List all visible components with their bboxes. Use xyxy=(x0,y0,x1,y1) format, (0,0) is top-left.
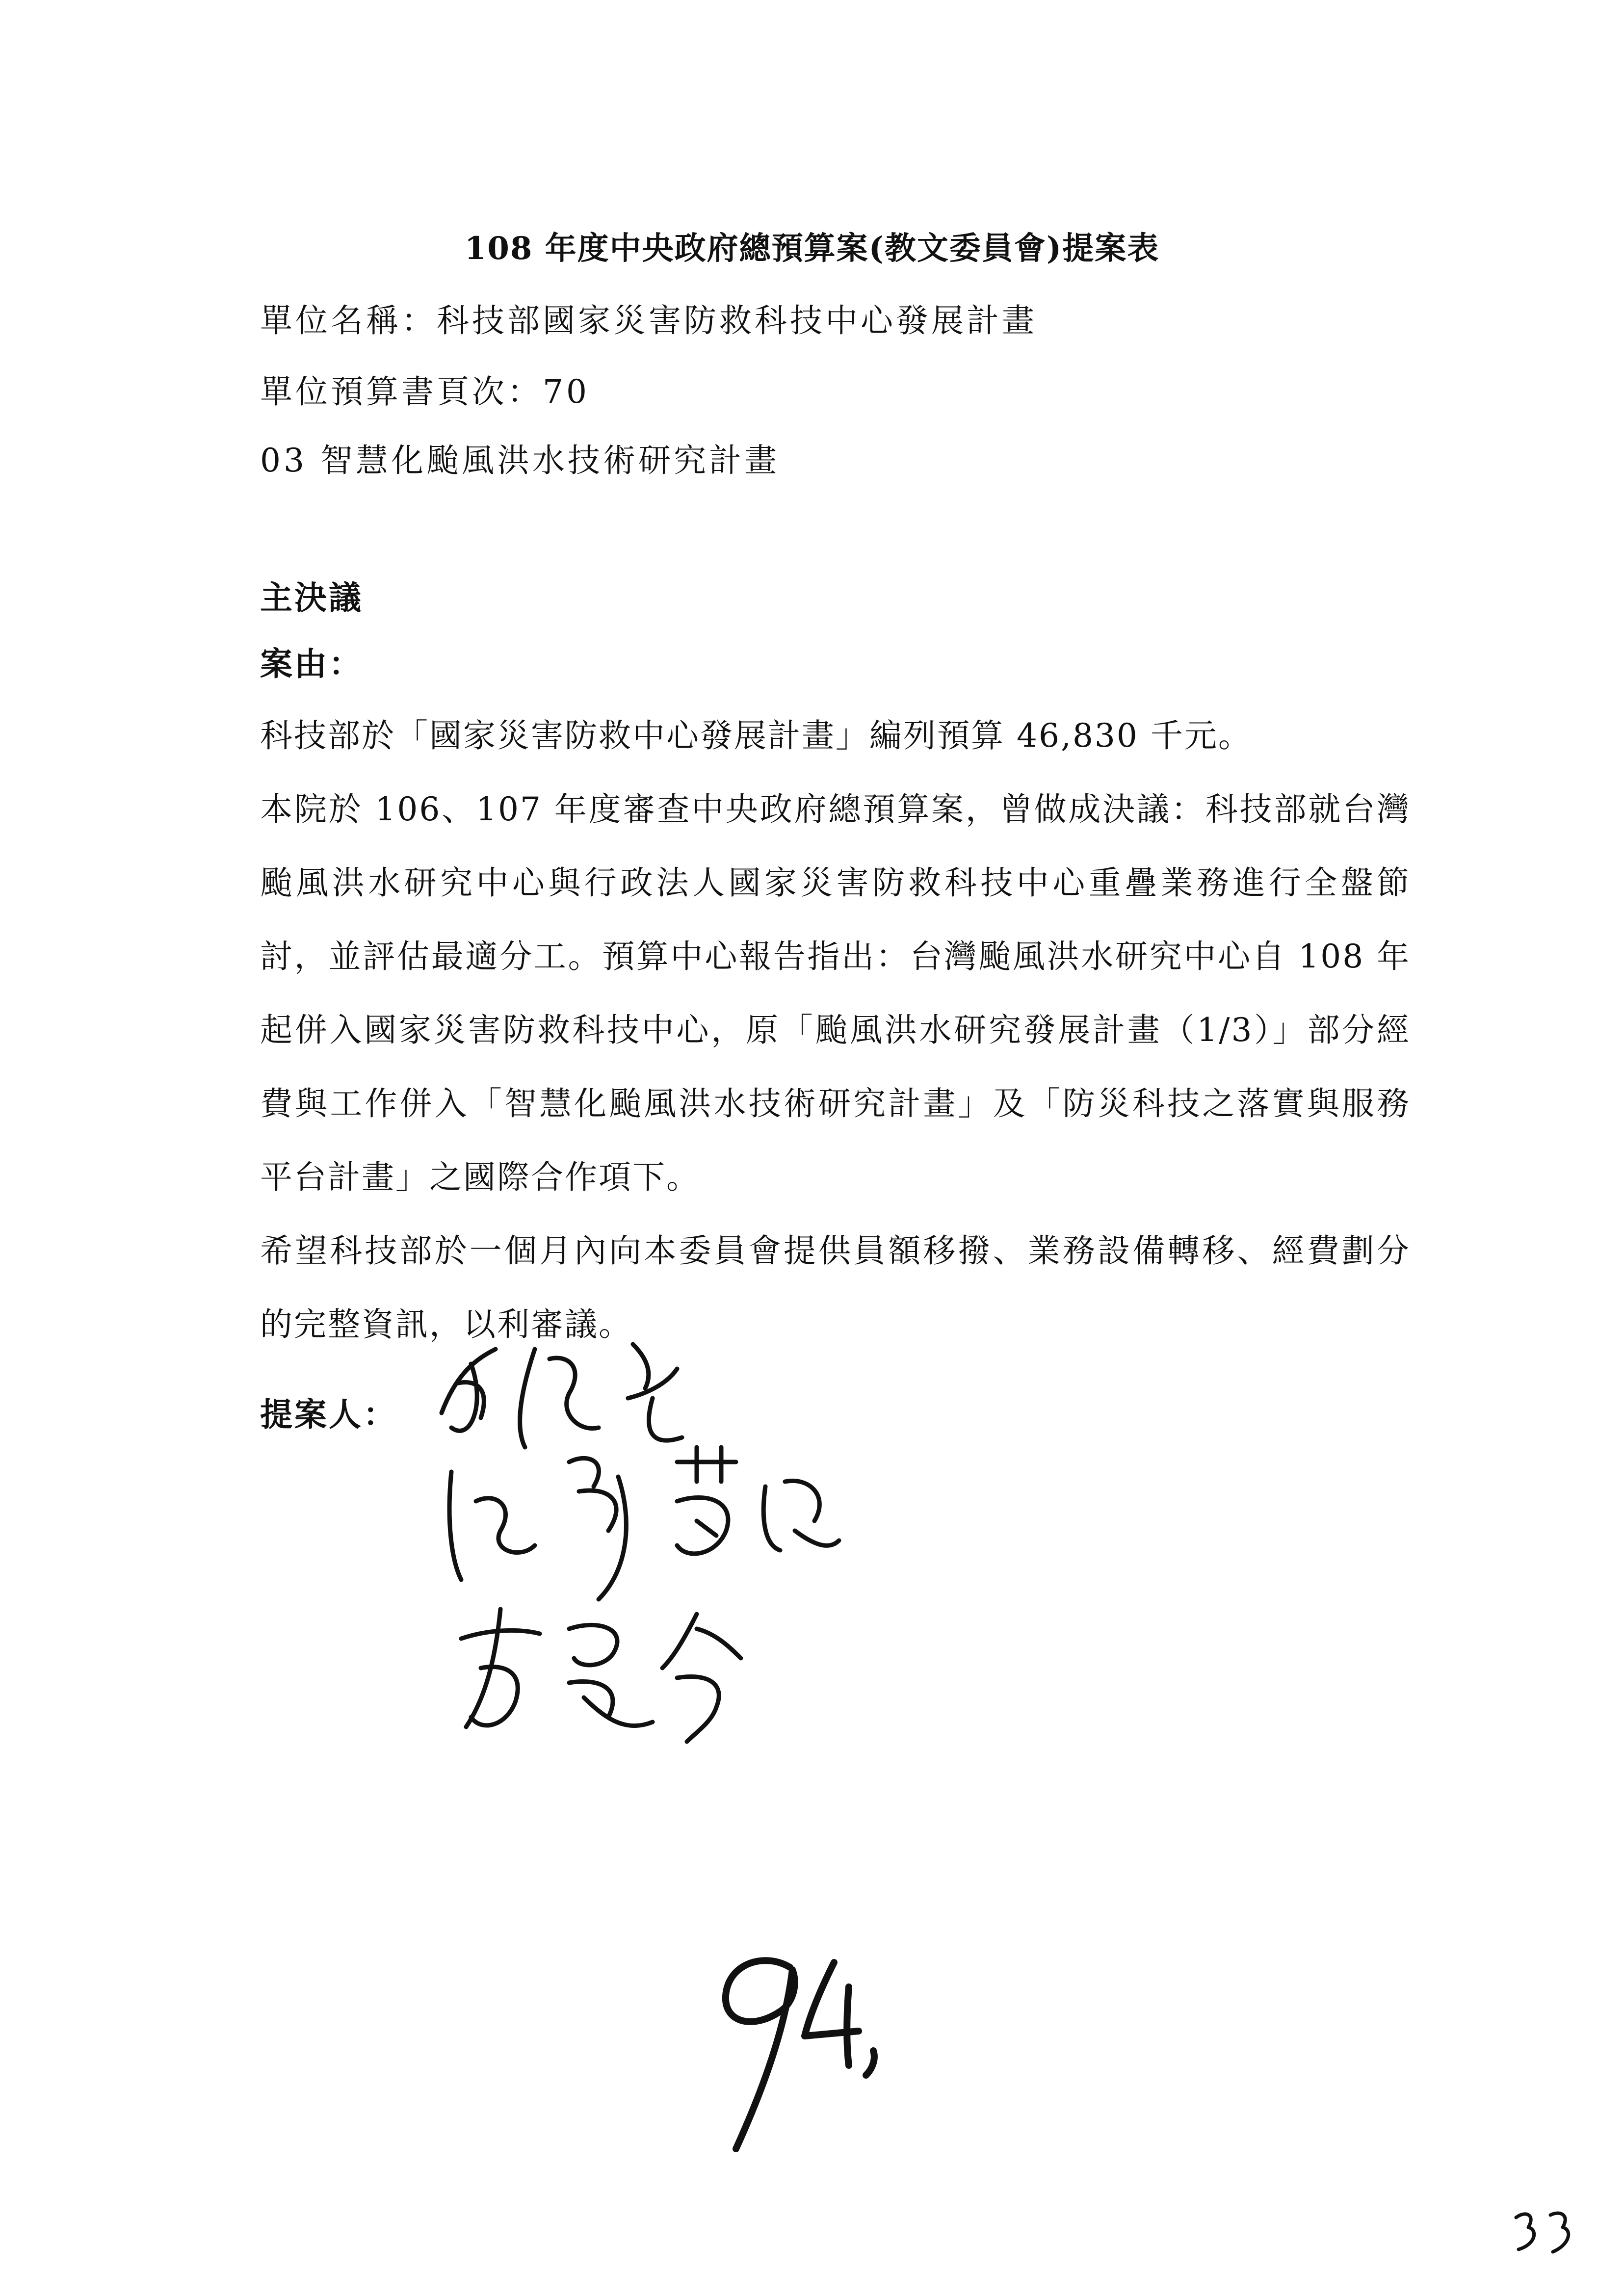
paragraph-resolution-history: 本院於 106、107 年度審查中央政府總預算案，曾做成決議：科技部就台灣颱風洪水研究中心與行政法人國家災害防救科技中心重疊業務進行全盤節討，並評估最適分工。預算中心報告指出：台灣颱風洪水研究中心自 108 年起併入國家災害防救科技中心，原「颱風洪水研究發展計畫（1/3）」部分經費與工作併入「智慧化颱風洪水技術研究計畫」及「防災科技之落實與服務平台計畫」之國際合作項下。 xyxy=(260,790,1411,1196)
signature-line-2 xyxy=(449,1447,839,1599)
plan-item: 03 智慧化颱風洪水技術研究計畫 xyxy=(260,442,780,479)
handwritten-page-mark xyxy=(1506,2203,1585,2262)
handwritten-94 xyxy=(726,1960,874,2149)
signature-line-1 xyxy=(442,1344,682,1447)
page-title: 108 年度中央政府總預算案(教文委員會)提案表 xyxy=(464,230,1160,267)
unit-name: 單位名稱：科技部國家災害防救科技中心發展計畫 xyxy=(260,302,1037,339)
budget-page-reference: 單位預算書頁次：70 xyxy=(260,373,590,411)
main-resolution-heading: 主決議 xyxy=(260,578,363,617)
case-label: 案由： xyxy=(260,645,363,683)
proposer-label: 提案人： xyxy=(260,1395,397,1434)
paragraph-request: 希望科技部於一個月內向本委員會提供員額移撥、業務設備轉移、經費劃分的完整資訊，以利審議。 xyxy=(260,1232,1411,1343)
case-body xyxy=(260,699,1411,1361)
handwritten-signatures xyxy=(422,1315,1011,1766)
paragraph-budget: 科技部於「國家災害防救中心發展計畫」編列預算 46,830 千元。 xyxy=(260,717,1252,755)
handwritten-page-number xyxy=(707,1933,903,2178)
signature-line-3 xyxy=(461,1609,741,1742)
